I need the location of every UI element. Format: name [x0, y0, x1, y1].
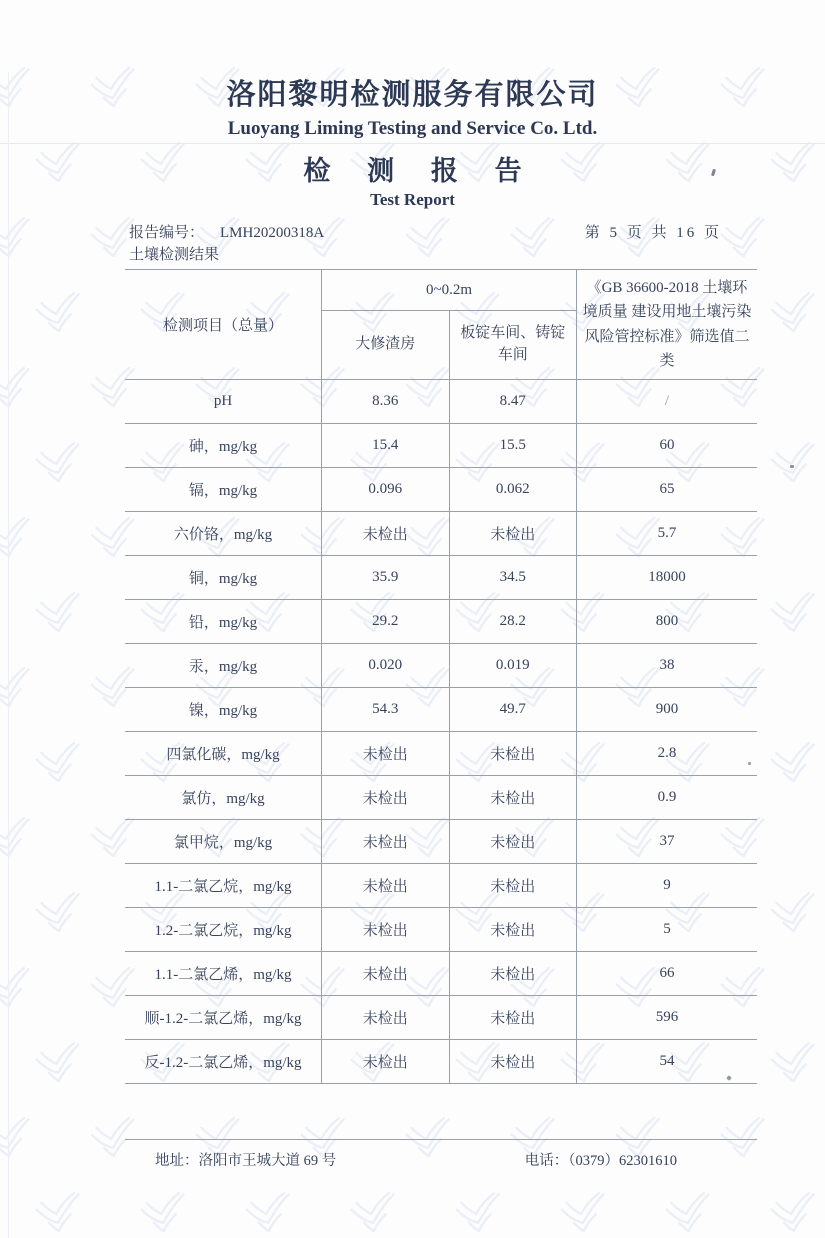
table-row — [125, 600, 757, 644]
page-footer — [125, 1139, 757, 1170]
row-value-banding-zhuding: 未检出 — [449, 732, 577, 776]
table-row — [125, 468, 757, 512]
table-row — [125, 820, 757, 864]
row-item-label: 砷，mg/kg — [125, 424, 322, 468]
row-value-daxiuzhafang: 29.2 — [322, 600, 450, 644]
table-row — [125, 512, 757, 556]
row-item-label: 氯仿，mg/kg — [125, 776, 322, 820]
row-value-banding-zhuding: 未检出 — [449, 996, 577, 1040]
footer-phone: 电话：（0379）62301610 — [524, 1153, 677, 1169]
row-item-label: 氯甲烷，mg/kg — [125, 820, 322, 864]
row-item-label: 镉，mg/kg — [125, 468, 322, 512]
row-screening-limit: 5 — [577, 908, 758, 952]
row-value-banding-zhuding: 0.019 — [449, 644, 577, 688]
row-value-banding-zhuding: 未检出 — [449, 820, 577, 864]
company-logo-watermark-icon — [448, 1188, 506, 1237]
row-screening-limit: 0.9 — [577, 776, 758, 820]
report-title-cn: 检 测 报 告 — [303, 156, 537, 186]
table-row — [125, 864, 757, 908]
company-logo-watermark-icon — [28, 1188, 86, 1237]
page-indicator: 第 5 页 共 16 页 — [584, 225, 722, 241]
row-screening-limit: 66 — [577, 952, 758, 996]
row-value-banding-zhuding: 49.7 — [449, 688, 577, 732]
table-row — [125, 644, 757, 688]
report-number — [129, 221, 324, 242]
row-value-daxiuzhafang: 未检出 — [322, 952, 450, 996]
row-screening-limit: 2.8 — [577, 732, 758, 776]
row-value-banding-zhuding: 未检出 — [449, 776, 577, 820]
scan-speck — [748, 762, 751, 765]
header-sample-column-1: 大修渣房 — [322, 311, 450, 380]
row-screening-limit: 60 — [577, 424, 758, 468]
company-name-cn: 洛阳黎明检测服务有限公司 — [226, 79, 599, 111]
table-row — [125, 380, 757, 424]
report-meta-row — [129, 221, 722, 242]
table-row — [125, 424, 757, 468]
table-row — [125, 952, 757, 996]
company-name-en: Luoyang Liming Testing and Service Co. Ltd. — [227, 118, 598, 139]
table-header-row-1 — [125, 270, 757, 311]
report-number-value: LMH20200318A — [220, 225, 325, 241]
company-logo-watermark-icon — [763, 1188, 821, 1237]
company-logo-watermark-icon — [0, 1113, 36, 1162]
table-row — [125, 776, 757, 820]
row-item-label: 顺-1.2-二氯乙烯，mg/kg — [125, 996, 322, 1040]
row-value-daxiuzhafang: 未检出 — [322, 864, 450, 908]
row-value-daxiuzhafang: 未检出 — [322, 908, 450, 952]
row-value-banding-zhuding: 0.062 — [449, 468, 577, 512]
row-value-daxiuzhafang: 未检出 — [322, 820, 450, 864]
row-item-label: pH — [125, 380, 322, 424]
row-item-label: 反-1.2-二氯乙烯，mg/kg — [125, 1040, 322, 1084]
table-row — [125, 732, 757, 776]
row-screening-limit: 5.7 — [577, 512, 758, 556]
row-screening-limit: 596 — [577, 996, 758, 1040]
row-item-label: 铜，mg/kg — [125, 556, 322, 600]
row-item-label: 1.1-二氯乙烷，mg/kg — [125, 864, 322, 908]
row-value-daxiuzhafang: 15.4 — [322, 424, 450, 468]
table-row — [125, 908, 757, 952]
company-logo-watermark-icon — [818, 1113, 825, 1162]
row-item-label: 1.1-二氯乙烯，mg/kg — [125, 952, 322, 996]
row-value-banding-zhuding: 8.47 — [449, 380, 577, 424]
row-value-daxiuzhafang: 0.096 — [322, 468, 450, 512]
row-value-banding-zhuding: 15.5 — [449, 424, 577, 468]
row-item-label: 四氯化碳，mg/kg — [125, 732, 322, 776]
row-screening-limit: / — [577, 380, 758, 424]
row-value-daxiuzhafang: 35.9 — [322, 556, 450, 600]
scanned-test-report-page — [0, 72, 825, 1238]
row-screening-limit: 38 — [577, 644, 758, 688]
section-title: 土壤检测结果 — [129, 247, 220, 263]
row-value-daxiuzhafang: 54.3 — [322, 688, 450, 732]
row-value-banding-zhuding: 34.5 — [449, 556, 577, 600]
row-screening-limit: 900 — [577, 688, 758, 732]
header-depth-group: 0~0.2m — [322, 270, 577, 311]
row-value-daxiuzhafang: 未检出 — [322, 512, 450, 556]
soil-results-table — [125, 269, 757, 1084]
row-value-daxiuzhafang: 未检出 — [322, 1040, 450, 1084]
header-standard-column: 《GB 36600-2018 土壤环境质量 建设用地土壤污染风险管控标准》筛选值二类 — [577, 270, 758, 380]
row-value-banding-zhuding: 未检出 — [449, 908, 577, 952]
row-value-daxiuzhafang: 0.020 — [322, 644, 450, 688]
table-row — [125, 996, 757, 1040]
row-screening-limit: 65 — [577, 468, 758, 512]
row-screening-limit: 9 — [577, 864, 758, 908]
row-value-daxiuzhafang: 8.36 — [322, 380, 450, 424]
row-item-label: 六价铬，mg/kg — [125, 512, 322, 556]
company-logo-watermark-icon — [553, 1188, 611, 1237]
report-title-en: Test Report — [370, 190, 455, 209]
row-value-daxiuzhafang: 未检出 — [322, 732, 450, 776]
report-content — [0, 72, 825, 1169]
row-item-label: 铅，mg/kg — [125, 600, 322, 644]
row-value-banding-zhuding: 未检出 — [449, 952, 577, 996]
row-screening-limit: 37 — [577, 820, 758, 864]
company-logo-watermark-icon — [343, 1188, 401, 1237]
row-item-label: 汞，mg/kg — [125, 644, 322, 688]
row-value-daxiuzhafang: 未检出 — [322, 996, 450, 1040]
row-screening-limit: 54 — [577, 1040, 758, 1084]
row-screening-limit: 800 — [577, 600, 758, 644]
report-number-label: 报告编号： — [129, 225, 205, 241]
row-value-banding-zhuding: 28.2 — [449, 600, 577, 644]
row-item-label: 1.2-二氯乙烷，mg/kg — [125, 908, 322, 952]
table-row — [125, 688, 757, 732]
table-row — [125, 556, 757, 600]
header-sample-column-2: 板锭车间、铸锭车间 — [449, 311, 577, 380]
row-screening-limit: 18000 — [577, 556, 758, 600]
scan-speck — [790, 465, 794, 468]
row-value-banding-zhuding: 未检出 — [449, 1040, 577, 1084]
row-value-banding-zhuding: 未检出 — [449, 864, 577, 908]
row-item-label: 镍，mg/kg — [125, 688, 322, 732]
company-logo-watermark-icon — [658, 1188, 716, 1237]
header-item-column: 检测项目（总量） — [125, 270, 322, 380]
row-value-banding-zhuding: 未检出 — [449, 512, 577, 556]
footer-address: 地址：洛阳市王城大道 69 号 — [155, 1153, 337, 1169]
company-logo-watermark-icon — [238, 1188, 296, 1237]
row-value-daxiuzhafang: 未检出 — [322, 776, 450, 820]
company-logo-watermark-icon — [133, 1188, 191, 1237]
table-row — [125, 1040, 757, 1084]
